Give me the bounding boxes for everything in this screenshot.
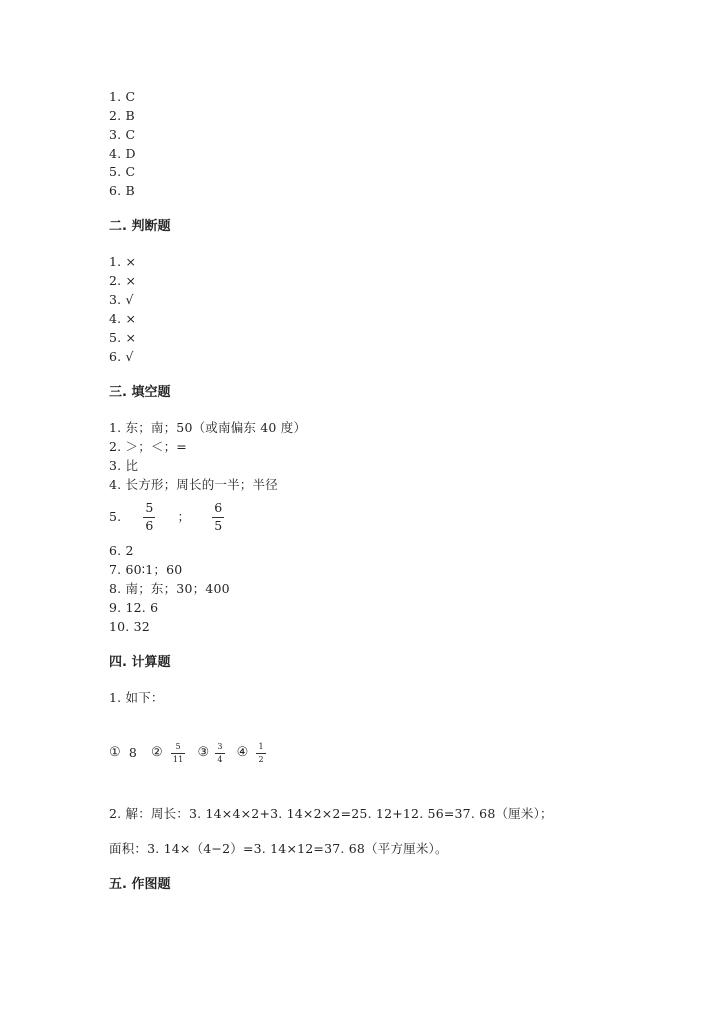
choice-answer-3: 3. C (109, 127, 136, 142)
choice-answer-6: 6. B (109, 183, 135, 198)
judgement-answer-6: 6. √ (109, 349, 134, 364)
choice-answer-5: 5. C (109, 164, 136, 179)
section-heading-judgement: 二. 判断题 (109, 219, 171, 234)
judgement-answer-1: 1. × (109, 254, 137, 269)
fill-answer-2: 2. ＞；＜；= (109, 439, 187, 454)
choice-answer-2: 2. B (109, 108, 135, 123)
section-heading-drawing: 五. 作图题 (109, 877, 171, 892)
section-heading-calculation: 四. 计算题 (109, 655, 171, 670)
fraction-denominator: 2 (258, 754, 264, 764)
fill-answer-4: 4. 长方形；周长的一半；半径 (109, 477, 278, 492)
circled-number-4: ④ (236, 745, 249, 760)
fraction-numerator: 6 (214, 500, 223, 515)
fraction-denominator: 6 (145, 517, 154, 533)
choice-answer-4: 4. D (109, 146, 136, 161)
judgement-answer-4: 4. × (109, 311, 137, 326)
circled-number-1: ① (109, 745, 121, 760)
fill-answer-7: 7. 60∶1；60 (109, 562, 183, 577)
fraction-numerator: 3 (217, 741, 223, 751)
fraction-separator: ； (177, 509, 191, 524)
fill-answer-8: 8. 南；东；30；400 (109, 581, 230, 596)
fill-answer-10: 10. 32 (109, 619, 150, 634)
fill-answer-3: 3. 比 (109, 458, 139, 473)
fill-answer-5 (109, 500, 224, 534)
fraction-denominator: 5 (214, 517, 223, 533)
fill-answer-6: 6. 2 (109, 543, 134, 558)
fraction-bar (256, 753, 265, 754)
fraction-three-quarters (215, 743, 224, 764)
judgement-answer-2: 2. × (109, 273, 137, 288)
choice-answer-1: 1. C (109, 89, 136, 104)
circled-number-2: ② (151, 745, 163, 760)
calc-answer-1-label: 1. 如下： (109, 690, 164, 705)
fill-answer-1: 1. 东；南；50（或南偏东 40 度） (109, 420, 307, 435)
calc-answer-2-perimeter: 2. 解：周长：3. 14×4×2+3. 14×2×2=25. 12+12. 56=37. 68（厘米）； (109, 806, 553, 821)
fraction-numerator: 5 (175, 741, 181, 751)
fraction-denominator: 4 (217, 754, 223, 764)
judgement-answer-3: 3. √ (109, 292, 134, 307)
fraction-bar (215, 753, 224, 754)
fraction-bar (171, 753, 186, 754)
circled-number-3: ③ (197, 745, 210, 760)
fraction-denominator: 11 (172, 754, 184, 764)
fraction-numerator: 1 (258, 741, 264, 751)
fill-answer-9: 9. 12. 6 (109, 600, 159, 615)
judgement-answer-5: 5. × (109, 330, 137, 345)
result-value-1: 8 (128, 745, 138, 760)
section-heading-fill-in: 三. 填空题 (109, 385, 171, 400)
calc-answer-2-area: 面积：3. 14×（4−2）=3. 14×12=37. 68（平方厘米）。 (109, 841, 448, 856)
fraction-five-sixths (143, 502, 155, 532)
fill-answer-5-label: 5. (109, 509, 122, 524)
fraction-one-half (256, 743, 265, 764)
fraction-five-elevenths (171, 743, 186, 764)
fraction-six-fifths (212, 502, 224, 532)
fraction-numerator: 5 (145, 500, 154, 515)
calc-answer-1-results (109, 738, 266, 768)
